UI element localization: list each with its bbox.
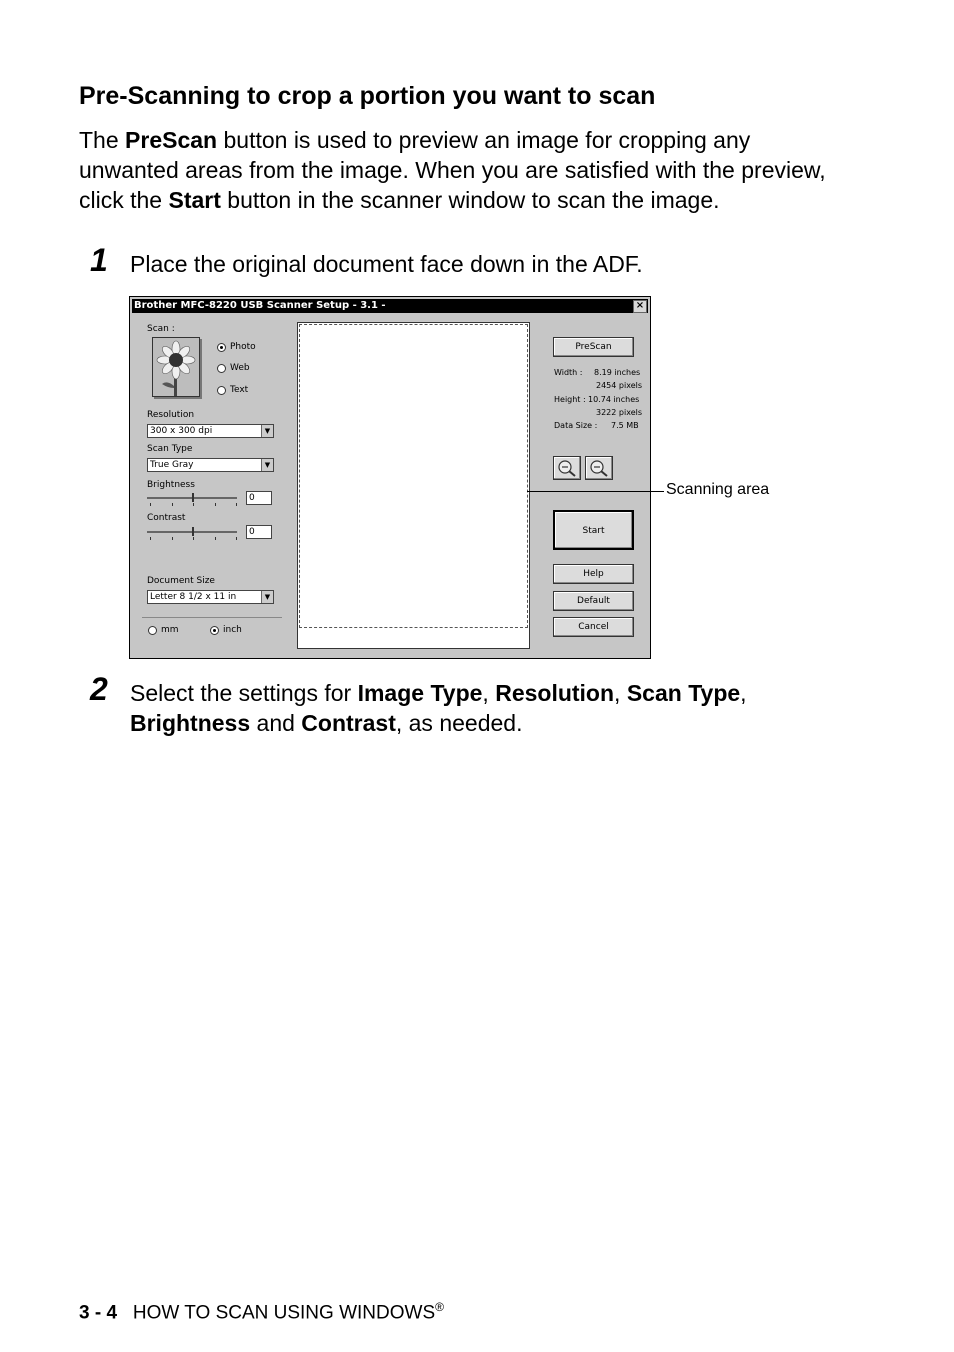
resolution-term: Resolution [495, 680, 615, 706]
contrast-input[interactable]: 0 [246, 525, 272, 539]
brightness-input[interactable]: 0 [246, 491, 272, 505]
close-icon[interactable]: × [633, 300, 647, 313]
radio-text[interactable] [217, 386, 226, 395]
tick [215, 503, 216, 506]
scanning-area-callout: Scanning area [666, 481, 770, 498]
width-inches: 8.19 inches [594, 368, 641, 377]
tick [193, 503, 194, 506]
resolution-label: Resolution [147, 410, 195, 420]
help-button[interactable]: Help [553, 564, 634, 584]
zoom-out-button[interactable] [585, 456, 613, 480]
chevron-down-icon: ▼ [261, 425, 273, 437]
scanner-setup-window [129, 296, 651, 659]
width-pixels: 2454 pixels [596, 381, 643, 390]
step-2-number: 2 [90, 671, 108, 707]
radio-photo[interactable] [217, 343, 226, 352]
chevron-down-icon: ▼ [261, 591, 273, 603]
data-size-value: 7.5 MB [611, 421, 639, 430]
brightness-label: Brightness [147, 480, 195, 490]
zoom-out-icon [586, 457, 612, 479]
radio-inch-label: inch [223, 625, 242, 635]
default-button[interactable]: Default [553, 591, 634, 611]
radio-photo-label: Photo [230, 342, 256, 352]
scan-type-label: Scan Type [147, 444, 193, 454]
cancel-button[interactable]: Cancel [553, 617, 634, 637]
radio-web[interactable] [217, 364, 226, 373]
section-heading: Pre-Scanning to crop a portion you want to scan [79, 82, 656, 110]
scan-type-select[interactable] [147, 458, 274, 472]
window-title: Brother MFC-8220 USB Scanner Setup - 3.1 - [134, 300, 386, 311]
radio-web-label: Web [230, 363, 250, 373]
tick [172, 503, 173, 506]
page-number: 3 - 4 [79, 1302, 118, 1324]
resolution-select[interactable] [147, 424, 274, 438]
document-size-select[interactable] [147, 590, 274, 604]
photo-thumbnail [152, 337, 200, 397]
footer-title: HOW TO SCAN USING WINDOWS [132, 1302, 436, 1324]
radio-mm[interactable] [148, 626, 157, 635]
divider [142, 617, 282, 618]
contrast-label: Contrast [147, 513, 186, 523]
data-size-label: Data Size : [554, 421, 598, 430]
brightness-term: Brightness [130, 710, 251, 736]
page-footer [79, 1300, 444, 1324]
intro-paragraph: The PreScan button is used to preview an image for cropping any unwanted areas from the image. When you are satisfied with the preview, click the Start button in the scanner window to scan the image. [79, 127, 826, 213]
tick [150, 503, 151, 506]
preview-area[interactable] [297, 322, 530, 649]
sunflower-icon [153, 338, 199, 396]
height-pixels: 3222 pixels [596, 408, 643, 417]
scanning-area[interactable] [299, 324, 528, 628]
contrast-thumb[interactable] [192, 527, 194, 536]
scan-type-term: Scan Type [626, 680, 741, 706]
step-1-number: 1 [90, 242, 108, 278]
prescan-term: PreScan [125, 127, 218, 153]
width-label: Width : [554, 368, 583, 377]
brightness-thumb[interactable] [192, 493, 194, 502]
zoom-in-icon [554, 457, 580, 479]
tick [150, 537, 151, 540]
radio-text-label: Text [230, 385, 249, 395]
radio-mm-label: mm [161, 625, 179, 635]
resolution-value: 300 x 300 dpi [150, 426, 213, 436]
start-term: Start [168, 187, 221, 213]
radio-inch[interactable] [210, 626, 219, 635]
scan-type-value: True Gray [150, 460, 194, 470]
scan-label: Scan : [147, 324, 175, 334]
registered-mark: ® [435, 1300, 444, 1314]
height-label: Height : [554, 395, 586, 404]
window-titlebar [132, 299, 648, 313]
prescan-button[interactable]: PreScan [553, 337, 634, 357]
document-size-label: Document Size [147, 576, 215, 586]
tick [236, 503, 237, 506]
tick [215, 537, 216, 540]
tick [236, 537, 237, 540]
document-size-value: Letter 8 1/2 x 11 in [150, 592, 237, 602]
chevron-down-icon: ▼ [261, 459, 273, 471]
step-1-text: Place the original document face down in the ADF. [130, 251, 643, 277]
height-inches: 10.74 inches [588, 395, 640, 404]
start-button[interactable]: Start [553, 510, 634, 550]
step-2-text: Select the settings for Image Type, Resolution, Scan Type, Brightness and Contrast, as needed. [130, 680, 747, 736]
contrast-term: Contrast [301, 710, 396, 736]
image-type-term: Image Type [357, 680, 483, 706]
callout-leader-line [527, 491, 664, 492]
zoom-in-button[interactable] [553, 456, 581, 480]
tick [172, 537, 173, 540]
tick [193, 537, 194, 540]
